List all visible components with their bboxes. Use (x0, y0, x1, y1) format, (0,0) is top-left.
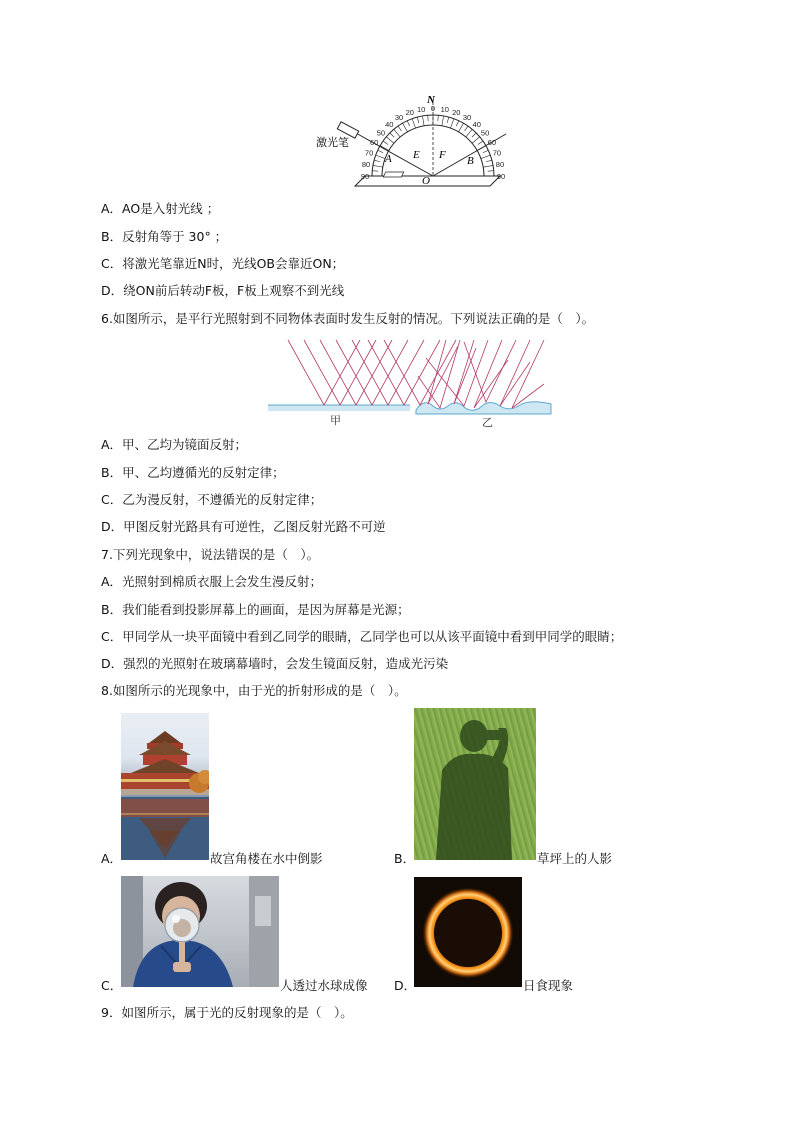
protractor-tick (488, 171, 494, 172)
protractor-tick (373, 165, 383, 167)
protractor-tick (465, 126, 468, 131)
normal-n-label: N (427, 94, 435, 106)
protractor-tick-label: 0 (430, 104, 436, 113)
protractor-tick (483, 150, 488, 153)
protractor-tick-label: 70 (492, 148, 502, 158)
protractor-tick (417, 117, 419, 123)
protractor-tick (466, 129, 472, 137)
protractor-tick (378, 150, 383, 153)
ray-b-label: B (467, 155, 474, 167)
protractor-tick (442, 116, 444, 126)
board-e-label: E (413, 149, 420, 161)
laser-pointer-label: 激光笔 (316, 137, 349, 149)
q8-option-d-caption: 日食现象 (523, 978, 574, 993)
q8-option-a-caption: 故宫角楼在水中倒影 (210, 851, 323, 866)
protractor-tick (483, 165, 493, 167)
protractor-tick-label: 20 (452, 108, 461, 118)
q9-question: 9．如图所示，属于光的反射现象的是（ ）。 (101, 1005, 353, 1020)
protractor-tick (481, 155, 490, 158)
protractor-tick (472, 137, 480, 143)
protractor-tick-label: 30 (394, 113, 404, 123)
diffuse-ray (428, 340, 458, 404)
protractor-tick (428, 115, 429, 121)
protractor-tick (447, 117, 449, 123)
protractor-tick (380, 146, 389, 151)
q7-option-a: A．光照射到棉质衣服上会发生漫反射； (101, 574, 323, 589)
q8-option-c-caption: 人透过水球成像 (280, 978, 368, 993)
shadow-on-grass-photo (414, 708, 536, 860)
protractor-tick-label: 80 (361, 160, 371, 170)
reflection-figure (268, 336, 552, 428)
protractor-tick (486, 160, 492, 162)
diffuse-ray (464, 340, 516, 402)
protractor-tick-label: 10 (417, 105, 426, 115)
yi-label: 乙 (482, 416, 493, 428)
protractor-tick (459, 123, 464, 132)
protractor-tick (398, 126, 401, 131)
protractor-tick (412, 119, 415, 128)
protractor-tick (390, 133, 394, 137)
q5-option-a: A．AO是入射光线 ； (101, 201, 220, 216)
diffuse-ray (512, 340, 544, 408)
protractor-tick (376, 155, 385, 158)
protractor-tick (472, 133, 476, 137)
q5-option-c: C．将激光笔靠近N时，光线OB会靠近ON； (101, 256, 345, 271)
protractor-tick-label: 50 (376, 128, 386, 138)
protractor-tick-label: 60 (369, 138, 379, 147)
specular-ray (336, 340, 408, 405)
q7-option-c: C．甲同学从一块平面镜中看到乙同学的眼睛，乙同学也可以从该平面镜中看到甲同学的眼睛； (101, 629, 623, 644)
protractor-tick-label: 90 (496, 172, 506, 181)
protractor-tick (450, 119, 453, 128)
protractor-tick-label: 20 (405, 108, 414, 118)
protractor-tick (403, 123, 408, 132)
q7-option-b: B．我们能看到投影屏幕上的画面，是因为屏幕是光源； (101, 602, 410, 617)
solar-eclipse-photo (414, 877, 522, 987)
protractor-tick (422, 116, 424, 126)
protractor-tick (374, 160, 380, 162)
protractor-tick (438, 115, 439, 121)
protractor-tick (478, 141, 483, 144)
q6-question: 6.如图所示，是平行光照射到不同物体表面时发生反射的情况。下列说法正确的是（ ）。 (101, 311, 595, 326)
q7-option-d: D．强烈的光照射在玻璃幕墙时，会发生镜面反射，造成光污染 (101, 656, 449, 671)
protractor-tick (407, 121, 410, 126)
q8-option-b-letter: B． (394, 851, 416, 866)
q6-option-b: B．甲、乙均遵循光的反射定律； (101, 465, 285, 480)
q6-option-c: C．乙为漫反射，不遵循光的反射定律； (101, 492, 323, 507)
jia-label: 甲 (330, 414, 341, 427)
q5-option-b: B．反射角等于 30° ； (101, 229, 228, 244)
protractor-tick-label: 60 (487, 138, 497, 147)
q8-option-d-letter: D． (394, 978, 417, 993)
protractor-tick-label: 80 (495, 160, 505, 170)
q6-option-a: A．甲、乙均为镜面反射； (101, 437, 248, 452)
specular-ray (368, 340, 440, 405)
protractor-figure (310, 92, 520, 188)
specular-ray (304, 340, 376, 405)
protractor-tick (456, 121, 459, 126)
specular-ray (384, 340, 456, 405)
board-f-label: F (439, 149, 446, 161)
protractor-tick-label: 50 (480, 128, 490, 138)
protractor-tick-label: 30 (462, 113, 472, 123)
q8-option-a-letter: A． (101, 851, 123, 866)
q5-option-d: D．绕ON前后转动F板，F板上观察不到光线 (101, 283, 345, 298)
protractor-tick-label: 40 (472, 119, 481, 129)
water-ball-photo (121, 876, 279, 987)
q7-question: 7.下列光现象中，说法错误的是（ ）。 (101, 547, 320, 562)
q6-option-d: D．甲图反射光路具有可逆性，乙图反射光路不可逆 (101, 519, 386, 534)
protractor-tick (386, 137, 394, 143)
diffuse-ray (474, 340, 508, 408)
specular-ray (352, 340, 424, 405)
protractor-tick-label: 10 (440, 105, 449, 115)
ray-a-label: A (385, 153, 392, 165)
specular-ray (320, 340, 392, 405)
protractor-tick-label: 90 (360, 172, 370, 181)
point-o-label: O (422, 175, 430, 187)
q8-question: 8.如图所示的光现象中，由于光的折射形成的是（ ）。 (101, 683, 407, 698)
protractor-tick-label: 40 (385, 119, 394, 129)
q8-option-b-caption: 草坪上的人影 (537, 851, 613, 866)
protractor-tick-label: 70 (364, 148, 374, 158)
protractor-tick (383, 141, 388, 144)
diffuse-ray (500, 340, 530, 406)
specular-ray (288, 340, 360, 405)
protractor-tick (372, 171, 378, 172)
q8-option-c-letter: C． (101, 978, 123, 993)
protractor-tick (394, 129, 400, 137)
corner-tower-reflection-photo (121, 713, 209, 860)
